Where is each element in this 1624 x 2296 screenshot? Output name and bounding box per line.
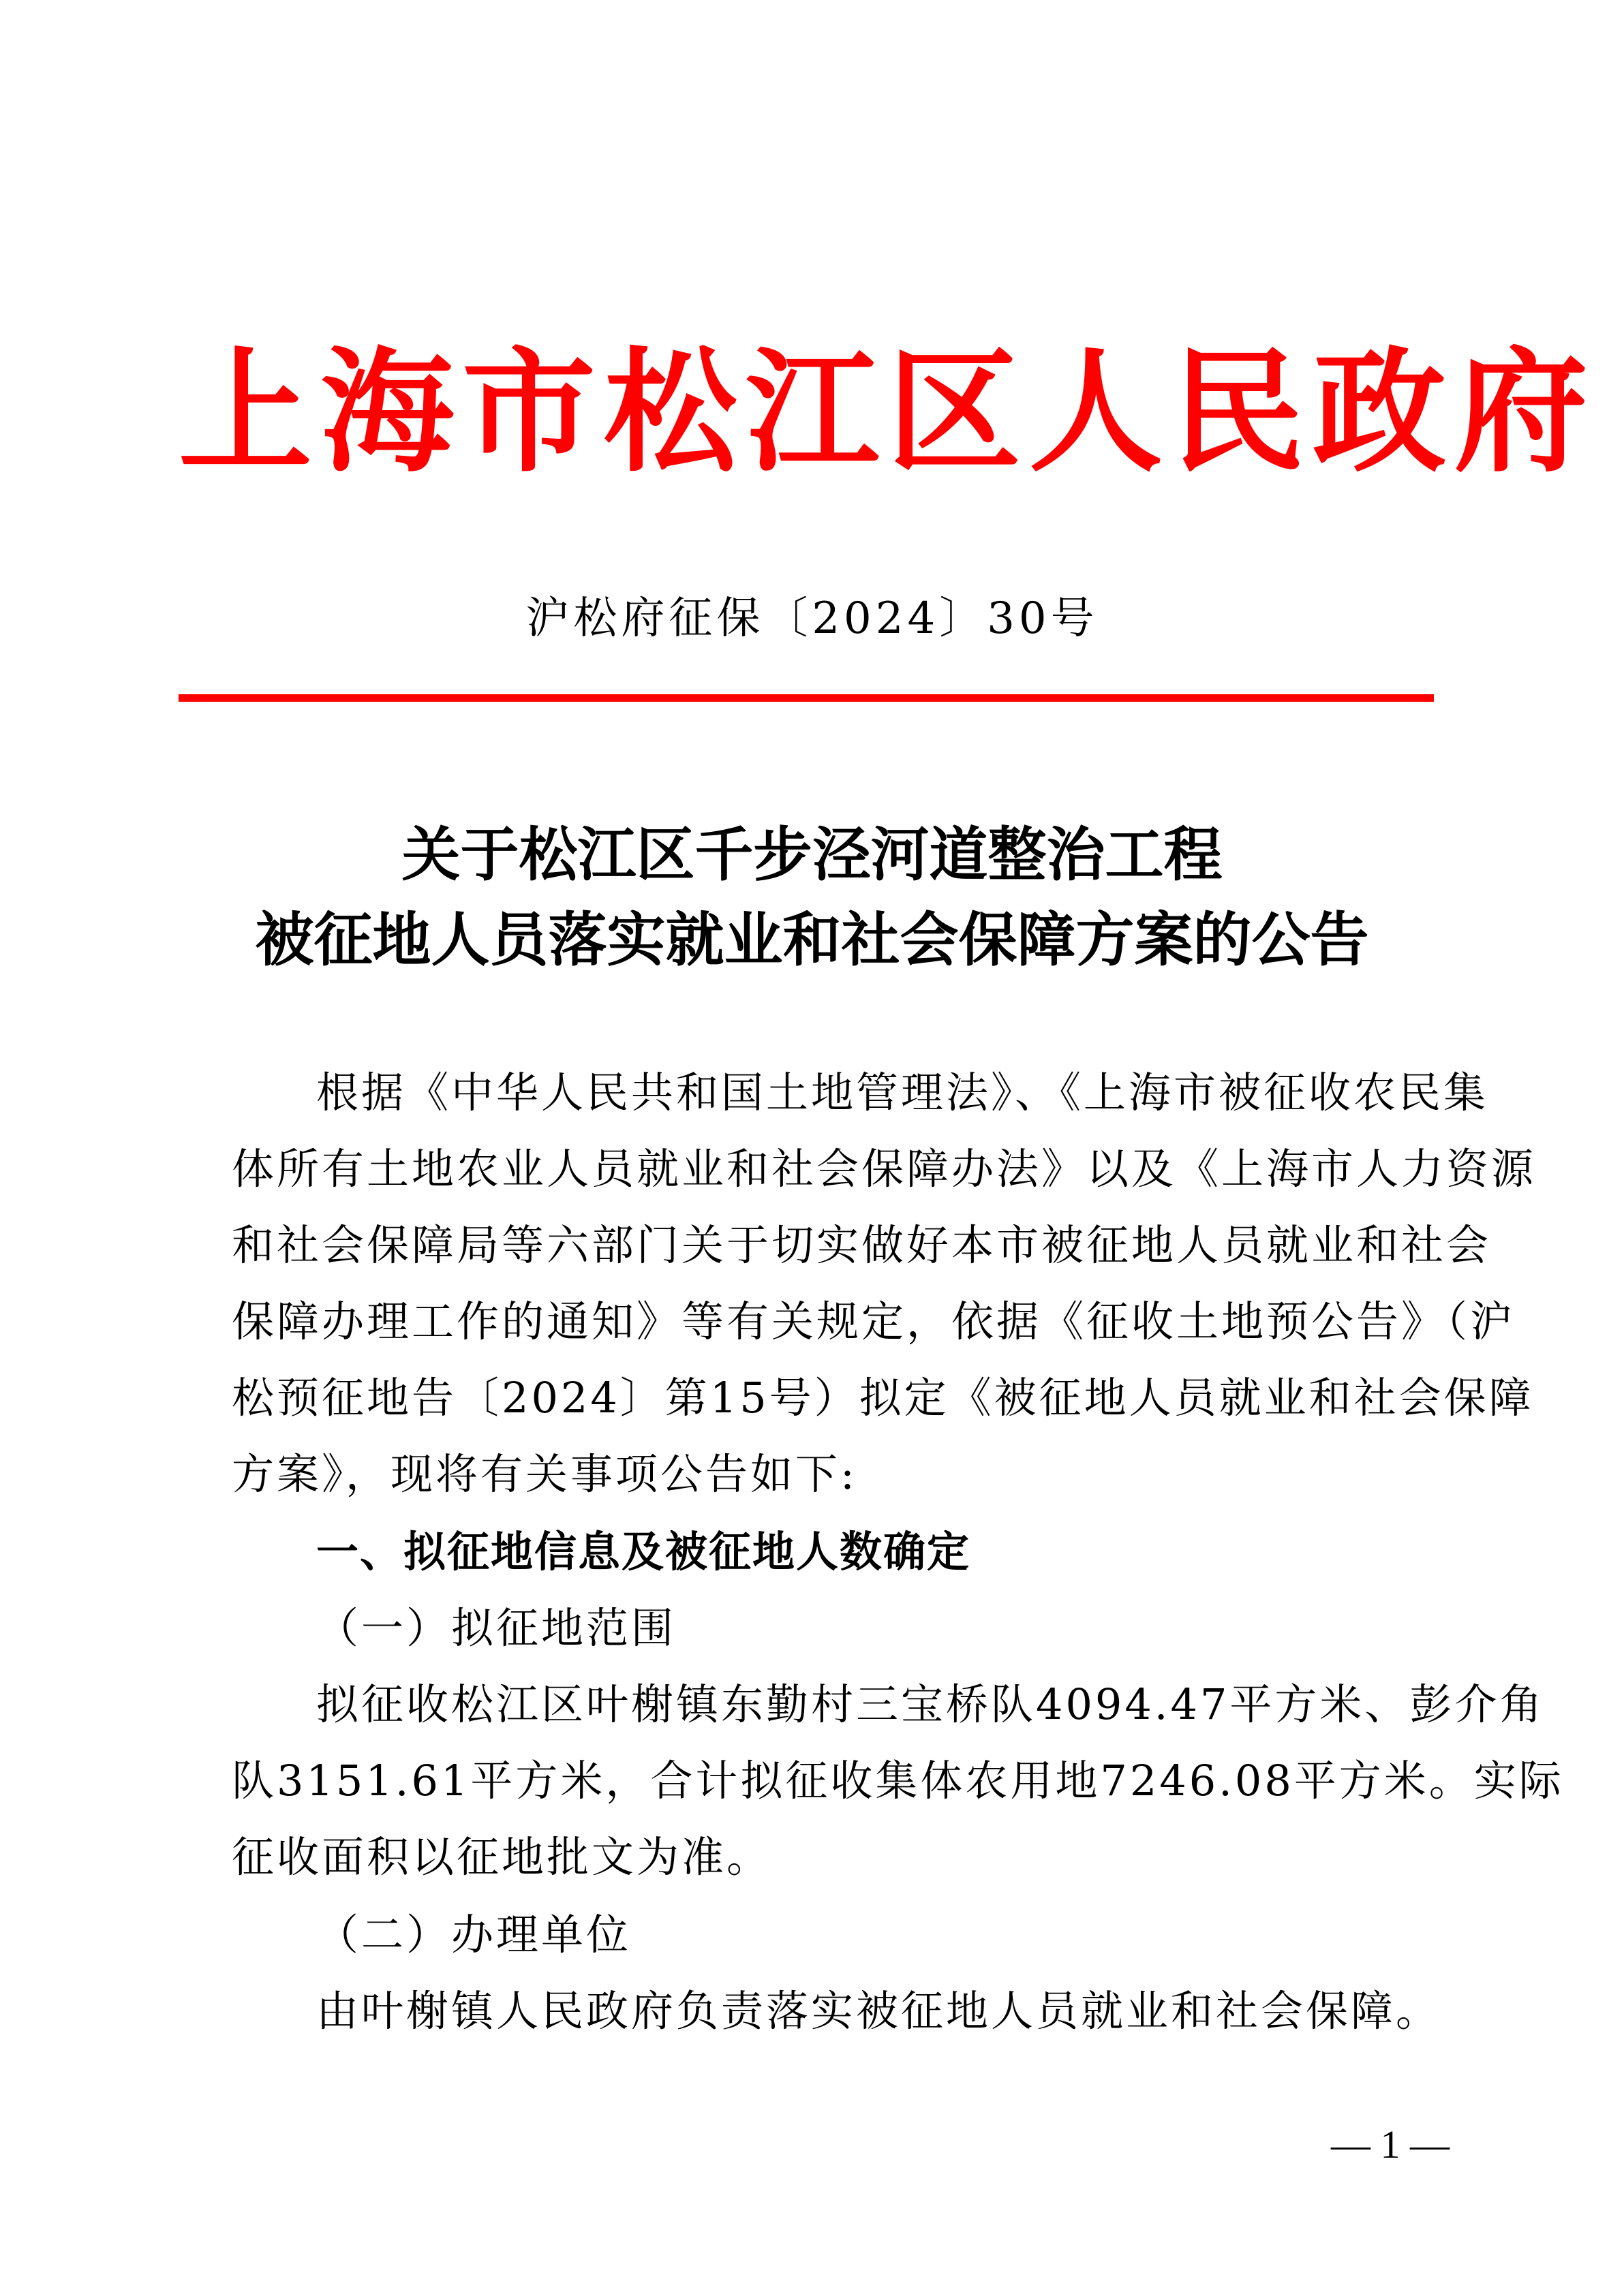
document-title-line-2: 被征地人员落实就业和社会保障方案的公告 bbox=[255, 906, 1369, 974]
subsection-heading: （二）办理单位 bbox=[316, 1910, 632, 1959]
page-number: — 1 — bbox=[1331, 2122, 1450, 2167]
document-title-line-1: 关于松江区千步泾河道整治工程 bbox=[401, 821, 1223, 889]
intro-paragraph-line: 保障办理工作的通知》等有关规定，依据《征收土地预公告》（沪 bbox=[232, 1297, 1516, 1346]
section-heading: 一、拟征地信息及被征地人数确定 bbox=[316, 1527, 971, 1577]
subsection-paragraph-line: 队3151.61平方米，合计拟征收集体农用地7246.08平方米。实际 bbox=[232, 1756, 1564, 1805]
intro-paragraph-line: 方案》，现将有关事项公告如下: bbox=[232, 1449, 857, 1499]
intro-paragraph-line: 和社会保障局等六部门关于切实做好本市被征地人员就业和社会 bbox=[232, 1220, 1492, 1270]
subsection-paragraph-line: 征收面积以征地批文为准。 bbox=[232, 1832, 772, 1882]
subsection-heading: （一）拟征地范围 bbox=[316, 1603, 677, 1653]
intro-paragraph-line: 松预征地告〔2024〕第15号）拟定《被征地人员就业和社会保障 bbox=[232, 1373, 1534, 1423]
intro-paragraph-line: 体所有土地农业人员就业和社会保障办法》以及《上海市人力资源 bbox=[232, 1144, 1537, 1194]
subsection-paragraph-line: 拟征收松江区叶榭镇东勤村三宝桥队4094.47平方米、彭介角 bbox=[316, 1679, 1545, 1729]
agency-header: 上海市松江区人民政府 bbox=[179, 334, 1597, 491]
red-divider-rule bbox=[179, 694, 1434, 702]
document-number: 沪松府征保〔2024〕30号 bbox=[525, 593, 1099, 644]
subsection-paragraph-line: 由叶榭镇人民政府负责落实被征地人员就业和社会保障。 bbox=[316, 1986, 1441, 2036]
intro-paragraph-line: 根据《中华人民共和国土地管理法》、《上海市被征收农民集 bbox=[316, 1068, 1489, 1117]
